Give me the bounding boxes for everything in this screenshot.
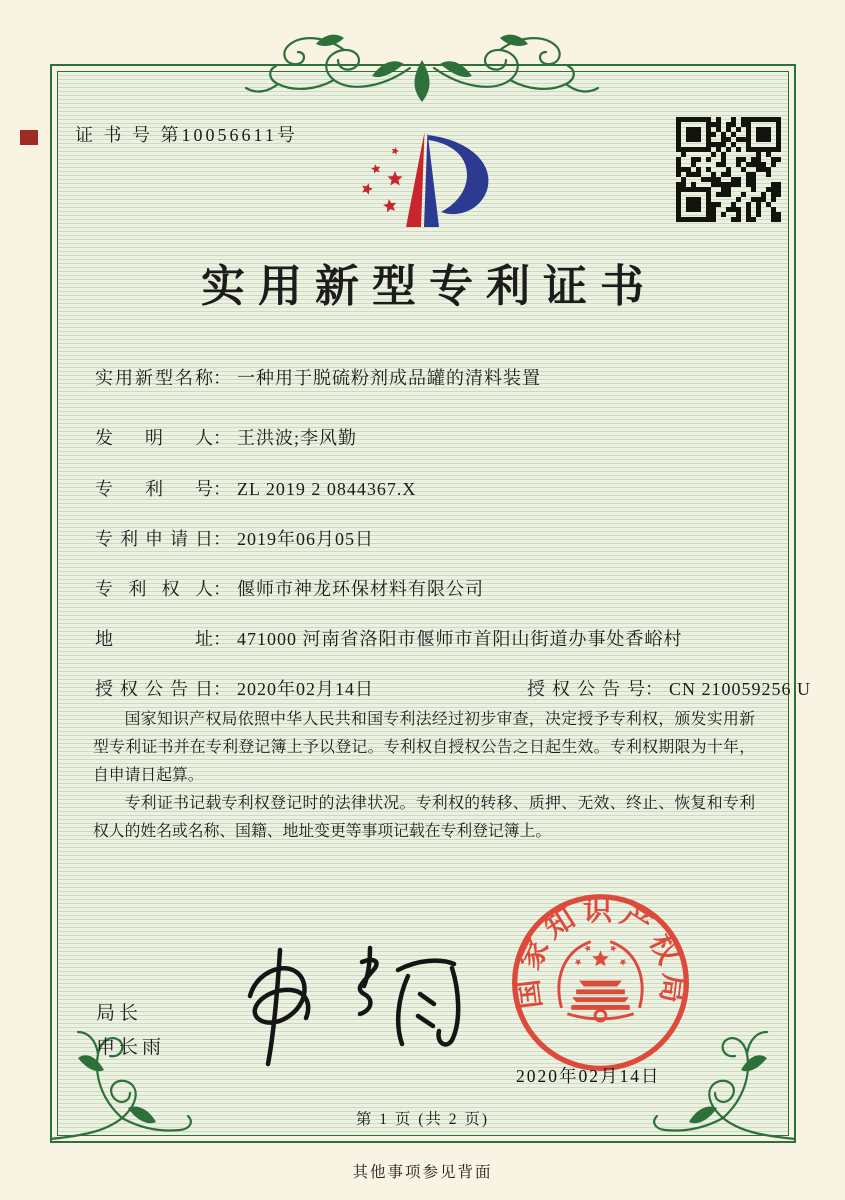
paragraph-register-statement: 专利证书记载专利权登记时的法律状况。专利权的转移、质押、无效、终止、恢复和专利权人的姓名或名称、国籍、地址变更等事项记载在专利登记簿上。 xyxy=(93,795,755,840)
field-row-name xyxy=(95,364,765,390)
field-label: 专利权人 xyxy=(95,579,213,599)
field-label: 发明人 xyxy=(95,428,213,448)
field-colon: ： xyxy=(213,579,231,599)
field-colon: ： xyxy=(645,679,663,699)
field-label: 授权公告号 xyxy=(527,679,645,699)
field-row-inventor xyxy=(95,424,765,450)
registration-color-mark xyxy=(20,130,38,145)
field-colon: ： xyxy=(213,679,231,699)
footer-note: 其他事项参见背面 xyxy=(352,1164,493,1181)
field-value: ZL 2019 2 0844367.X xyxy=(237,479,417,499)
qr-code xyxy=(676,117,781,222)
seal-text: 国家知识产权局 xyxy=(511,895,690,1011)
seal-date: 2020年02月14日 xyxy=(516,1066,661,1086)
legal-paragraphs xyxy=(93,706,755,846)
field-colon: ： xyxy=(213,428,231,448)
field-colon: ： xyxy=(213,479,231,499)
certificate-title: 实用新型专利证书 xyxy=(201,262,657,311)
grant-date: 2020年02月14日 xyxy=(237,679,374,699)
cnipa-patent-logo-icon xyxy=(338,127,520,239)
field-value: 王洪波;李风勤 xyxy=(237,428,358,448)
grant-number: CN 210059256 U xyxy=(669,679,812,699)
field-value: 2019年06月05日 xyxy=(237,529,374,549)
signer-name: 申长雨 xyxy=(96,1037,166,1058)
field-row-grant xyxy=(95,675,812,701)
field-row-address xyxy=(95,625,765,651)
field-row-patentee xyxy=(95,575,765,601)
certificate-number: 证 书 号 第10056611号 xyxy=(75,125,298,145)
page-number: 第 1 页 (共 2 页) xyxy=(355,1111,490,1128)
top-dragon-ornament-icon xyxy=(232,24,612,108)
paragraph-grant-statement: 国家知识产权局依照中华人民共和国专利法经过初步审查，决定授予专利权，颁发实用新型专利证书并在专利登记簿上予以登记。专利权自授权公告之日起生效。专利权期限为十年，自申请日起算。 xyxy=(93,711,755,784)
signer-title: 局长 xyxy=(96,1003,143,1024)
field-label: 授权公告日 xyxy=(95,679,213,699)
field-label: 实用新型名称 xyxy=(95,368,213,388)
official-seal-icon xyxy=(503,888,698,1083)
handwritten-signature-icon xyxy=(212,932,472,1077)
field-value: 471000 河南省洛阳市偃师市首阳山街道办事处香峪村 xyxy=(237,629,683,649)
field-label: 专利申请日 xyxy=(95,529,213,549)
field-label: 专利号 xyxy=(95,479,213,499)
field-colon: ： xyxy=(213,629,231,649)
field-colon: ： xyxy=(213,529,231,549)
field-row-filing-date xyxy=(95,525,765,551)
field-row-patent-no xyxy=(95,475,765,501)
field-value: 一种用于脱硫粉剂成品罐的清料装置 xyxy=(237,368,541,388)
field-colon: ： xyxy=(213,368,231,388)
field-label: 地址 xyxy=(95,629,213,649)
grant-number-pair xyxy=(527,675,811,701)
field-value: 偃师市神龙环保材料有限公司 xyxy=(237,579,484,599)
